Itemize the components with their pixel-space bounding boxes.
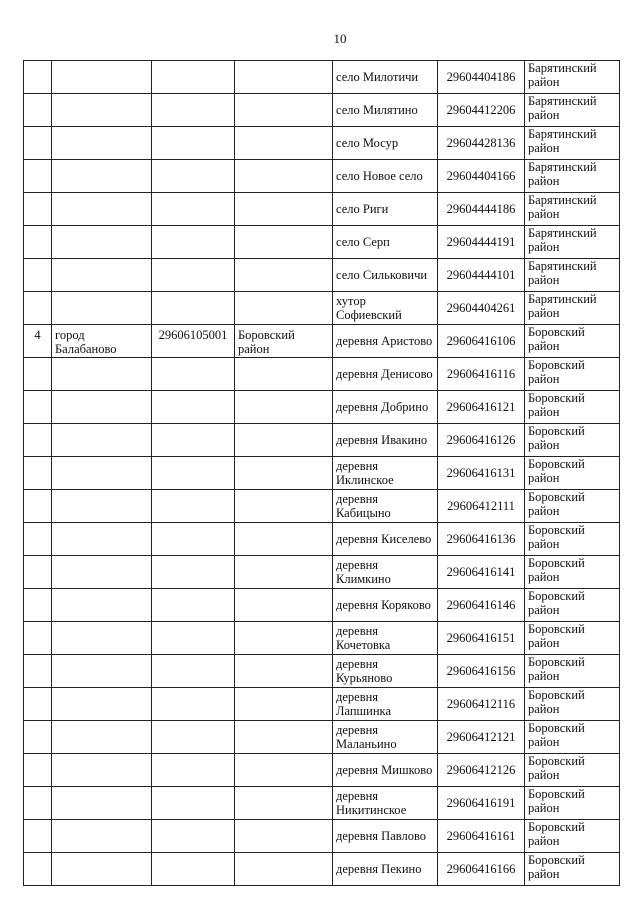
municipality-district-cell <box>235 127 333 160</box>
municipality-oktmo-cell <box>152 358 235 391</box>
settlement-district-cell: Боровский район <box>525 820 620 853</box>
table-row <box>24 655 620 688</box>
settlement-cell: село Милятино <box>333 94 438 127</box>
settlement-oktmo-cell: 29606416106 <box>438 325 525 358</box>
table-row <box>24 391 620 424</box>
table-row <box>24 688 620 721</box>
table-row <box>24 127 620 160</box>
settlement-district-cell: Боровский район <box>525 358 620 391</box>
municipality-oktmo-cell <box>152 688 235 721</box>
municipality-oktmo-cell <box>152 622 235 655</box>
settlement-cell: село Мосур <box>333 127 438 160</box>
settlement-cell: деревня Кочетовка <box>333 622 438 655</box>
settlement-cell: деревня Коряково <box>333 589 438 622</box>
municipality-cell <box>52 292 152 325</box>
municipality-cell <box>52 820 152 853</box>
settlement-oktmo-cell: 29606416191 <box>438 787 525 820</box>
settlement-cell: село Новое село <box>333 160 438 193</box>
municipality-cell <box>52 589 152 622</box>
row-number-cell <box>24 721 52 754</box>
row-number-cell <box>24 61 52 94</box>
settlement-cell: деревня Ивакино <box>333 424 438 457</box>
table-row <box>24 94 620 127</box>
settlement-cell: хутор Софиевский <box>333 292 438 325</box>
table-row <box>24 226 620 259</box>
settlement-district-cell: Барятинский район <box>525 127 620 160</box>
settlement-cell: деревня Климкино <box>333 556 438 589</box>
settlement-district-cell: Боровский район <box>525 853 620 886</box>
settlement-oktmo-cell: 29604404261 <box>438 292 525 325</box>
municipality-cell <box>52 94 152 127</box>
settlement-oktmo-cell: 29606412121 <box>438 721 525 754</box>
settlement-district-cell: Боровский район <box>525 589 620 622</box>
municipality-district-cell <box>235 457 333 490</box>
municipality-district-cell <box>235 61 333 94</box>
municipality-cell <box>52 424 152 457</box>
row-number-cell <box>24 688 52 721</box>
municipality-oktmo-cell <box>152 754 235 787</box>
municipality-district-cell <box>235 787 333 820</box>
table-row <box>24 160 620 193</box>
settlement-cell: деревня Маланьино <box>333 721 438 754</box>
municipality-cell <box>52 754 152 787</box>
municipality-oktmo-cell <box>152 424 235 457</box>
municipality-district-cell <box>235 655 333 688</box>
settlement-oktmo-cell: 29604428136 <box>438 127 525 160</box>
table-row <box>24 457 620 490</box>
row-number-cell <box>24 655 52 688</box>
row-number-cell <box>24 457 52 490</box>
row-number-cell <box>24 787 52 820</box>
row-number-cell <box>24 292 52 325</box>
settlement-cell: село Милотичи <box>333 61 438 94</box>
row-number-cell <box>24 193 52 226</box>
municipality-district-cell <box>235 853 333 886</box>
settlement-cell: деревня Павлово <box>333 820 438 853</box>
settlement-district-cell: Боровский район <box>525 325 620 358</box>
municipality-oktmo-cell <box>152 853 235 886</box>
row-number-cell <box>24 358 52 391</box>
municipality-oktmo-cell <box>152 94 235 127</box>
municipality-cell <box>52 556 152 589</box>
municipality-oktmo-cell <box>152 127 235 160</box>
settlement-oktmo-cell: 29604444101 <box>438 259 525 292</box>
settlement-district-cell: Боровский район <box>525 655 620 688</box>
municipality-district-cell <box>235 589 333 622</box>
municipality-cell <box>52 490 152 523</box>
row-number-cell <box>24 127 52 160</box>
settlement-oktmo-cell: 29606416121 <box>438 391 525 424</box>
municipality-cell <box>52 61 152 94</box>
settlement-cell: село Сильковичи <box>333 259 438 292</box>
settlement-cell: деревня Добрино <box>333 391 438 424</box>
settlement-district-cell: Барятинский район <box>525 160 620 193</box>
municipality-cell <box>52 787 152 820</box>
settlement-oktmo-cell: 29606416126 <box>438 424 525 457</box>
municipality-oktmo-cell <box>152 721 235 754</box>
row-number-cell <box>24 424 52 457</box>
municipality-oktmo-cell: 29606105001 <box>152 325 235 358</box>
settlement-oktmo-cell: 29604444186 <box>438 193 525 226</box>
table-row <box>24 556 620 589</box>
municipality-oktmo-cell <box>152 457 235 490</box>
settlement-district-cell: Боровский район <box>525 556 620 589</box>
municipality-district-cell <box>235 721 333 754</box>
municipality-cell <box>52 853 152 886</box>
row-number-cell <box>24 820 52 853</box>
municipality-district-cell <box>235 160 333 193</box>
table-row <box>24 820 620 853</box>
settlement-cell: деревня Никитинское <box>333 787 438 820</box>
municipality-district-cell <box>235 523 333 556</box>
row-number-cell <box>24 490 52 523</box>
settlement-district-cell: Боровский район <box>525 787 620 820</box>
table-row <box>24 325 620 358</box>
row-number-cell <box>24 523 52 556</box>
settlement-cell: деревня Мишково <box>333 754 438 787</box>
settlement-oktmo-cell: 29606416141 <box>438 556 525 589</box>
row-number-cell <box>24 556 52 589</box>
settlement-district-cell: Боровский район <box>525 523 620 556</box>
settlement-oktmo-cell: 29604444191 <box>438 226 525 259</box>
settlement-district-cell: Барятинский район <box>525 193 620 226</box>
municipality-cell <box>52 457 152 490</box>
settlement-cell: деревня Курьяново <box>333 655 438 688</box>
municipality-oktmo-cell <box>152 226 235 259</box>
settlement-oktmo-cell: 29604404186 <box>438 61 525 94</box>
municipality-cell <box>52 655 152 688</box>
municipality-district-cell <box>235 358 333 391</box>
settlement-oktmo-cell: 29606412126 <box>438 754 525 787</box>
municipality-oktmo-cell <box>152 61 235 94</box>
municipality-district-cell <box>235 259 333 292</box>
table-row <box>24 721 620 754</box>
settlement-cell: деревня Пекино <box>333 853 438 886</box>
table-row <box>24 292 620 325</box>
settlement-district-cell: Барятинский район <box>525 226 620 259</box>
row-number-cell <box>24 589 52 622</box>
municipality-district-cell <box>235 556 333 589</box>
municipality-cell <box>52 391 152 424</box>
table-row <box>24 853 620 886</box>
municipality-district-cell <box>235 94 333 127</box>
municipality-oktmo-cell <box>152 589 235 622</box>
row-number-cell: 4 <box>24 325 52 358</box>
settlement-district-cell: Боровский район <box>525 457 620 490</box>
municipality-oktmo-cell <box>152 655 235 688</box>
settlement-cell: деревня Киселево <box>333 523 438 556</box>
municipality-oktmo-cell <box>152 292 235 325</box>
settlement-oktmo-cell: 29606416136 <box>438 523 525 556</box>
municipality-oktmo-cell <box>152 160 235 193</box>
settlement-district-cell: Боровский район <box>525 754 620 787</box>
settlement-cell: деревня Лапшинка <box>333 688 438 721</box>
table-row <box>24 787 620 820</box>
municipality-district-cell <box>235 292 333 325</box>
municipality-district-cell <box>235 490 333 523</box>
municipality-oktmo-cell <box>152 787 235 820</box>
settlement-district-cell: Барятинский район <box>525 259 620 292</box>
table-row <box>24 259 620 292</box>
settlement-oktmo-cell: 29606412111 <box>438 490 525 523</box>
row-number-cell <box>24 754 52 787</box>
settlement-oktmo-cell: 29606416166 <box>438 853 525 886</box>
settlement-district-cell: Боровский район <box>525 490 620 523</box>
municipality-cell <box>52 259 152 292</box>
settlement-district-cell: Барятинский район <box>525 61 620 94</box>
page-number: 10 <box>333 31 347 46</box>
municipality-cell <box>52 622 152 655</box>
settlement-cell: село Риги <box>333 193 438 226</box>
settlement-oktmo-cell: 29606416161 <box>438 820 525 853</box>
municipality-cell <box>52 226 152 259</box>
table-row <box>24 61 620 94</box>
municipality-cell <box>52 127 152 160</box>
municipality-cell <box>52 523 152 556</box>
row-number-cell <box>24 391 52 424</box>
municipality-district-cell <box>235 688 333 721</box>
municipality-oktmo-cell <box>152 391 235 424</box>
settlement-oktmo-cell: 29606416131 <box>438 457 525 490</box>
settlement-oktmo-cell: 29606416156 <box>438 655 525 688</box>
municipality-oktmo-cell <box>152 556 235 589</box>
municipality-district-cell <box>235 424 333 457</box>
settlement-oktmo-cell: 29606416116 <box>438 358 525 391</box>
row-number-cell <box>24 622 52 655</box>
settlement-district-cell: Боровский район <box>525 391 620 424</box>
municipality-district-cell: Боровский район <box>235 325 333 358</box>
municipality-cell: город Балабаново <box>52 325 152 358</box>
settlement-oktmo-cell: 29606412116 <box>438 688 525 721</box>
settlement-district-cell: Боровский район <box>525 688 620 721</box>
settlement-cell: деревня Аристово <box>333 325 438 358</box>
table-row <box>24 424 620 457</box>
row-number-cell <box>24 259 52 292</box>
municipality-district-cell <box>235 622 333 655</box>
settlement-oktmo-cell: 29604412206 <box>438 94 525 127</box>
municipality-oktmo-cell <box>152 820 235 853</box>
table-row <box>24 754 620 787</box>
table-row <box>24 193 620 226</box>
municipality-district-cell <box>235 226 333 259</box>
settlement-district-cell: Барятинский район <box>525 94 620 127</box>
settlement-oktmo-cell: 29604404166 <box>438 160 525 193</box>
municipality-district-cell <box>235 754 333 787</box>
settlement-district-cell: Боровский район <box>525 622 620 655</box>
table-body <box>24 61 620 886</box>
table-row <box>24 589 620 622</box>
table-row <box>24 358 620 391</box>
municipality-district-cell <box>235 193 333 226</box>
municipality-district-cell <box>235 820 333 853</box>
settlement-oktmo-cell: 29606416146 <box>438 589 525 622</box>
settlement-cell: деревня Иклинское <box>333 457 438 490</box>
settlement-oktmo-cell: 29606416151 <box>438 622 525 655</box>
table-row <box>24 523 620 556</box>
municipality-district-cell <box>235 391 333 424</box>
row-number-cell <box>24 160 52 193</box>
settlement-district-cell: Боровский район <box>525 424 620 457</box>
settlement-cell: деревня Денисово <box>333 358 438 391</box>
settlement-cell: село Серп <box>333 226 438 259</box>
settlements-table <box>23 60 620 886</box>
table-row <box>24 622 620 655</box>
municipality-cell <box>52 721 152 754</box>
settlement-cell: деревня Кабицыно <box>333 490 438 523</box>
municipality-oktmo-cell <box>152 490 235 523</box>
municipality-cell <box>52 193 152 226</box>
municipality-oktmo-cell <box>152 523 235 556</box>
settlement-district-cell: Боровский район <box>525 721 620 754</box>
row-number-cell <box>24 226 52 259</box>
row-number-cell <box>24 853 52 886</box>
row-number-cell <box>24 94 52 127</box>
municipality-cell <box>52 688 152 721</box>
municipality-cell <box>52 358 152 391</box>
settlement-district-cell: Барятинский район <box>525 292 620 325</box>
municipality-oktmo-cell <box>152 193 235 226</box>
municipality-oktmo-cell <box>152 259 235 292</box>
municipality-cell <box>52 160 152 193</box>
table-row <box>24 490 620 523</box>
